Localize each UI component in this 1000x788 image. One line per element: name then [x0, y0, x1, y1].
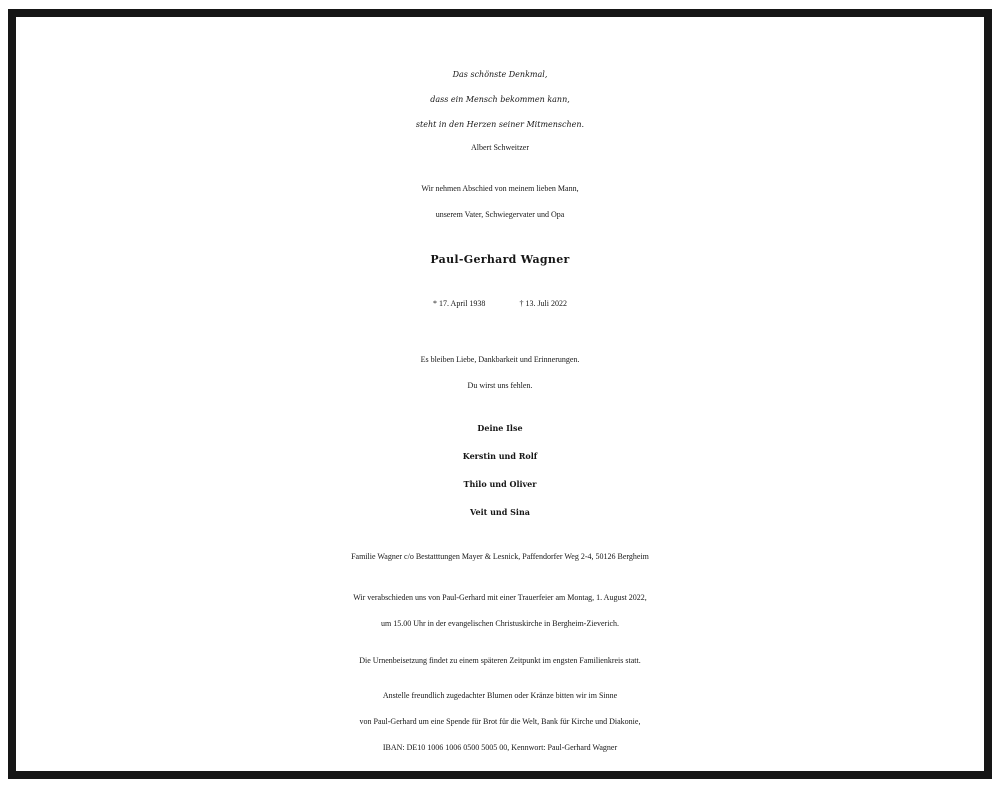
mourner-name: Thilo und Oliver: [463, 479, 537, 489]
obituary-frame: [8, 9, 992, 779]
quote-line-1: Das schönste Denkmal,: [452, 70, 548, 79]
intro-line-1: Wir nehmen Abschied von meinem lieben Mann,: [421, 184, 579, 193]
mourner-name: Kerstin und Rolf: [462, 451, 538, 461]
life-dates: [16, 291, 984, 317]
donation-line-1: Anstelle freundlich zugedachter Blumen oder Kränze bitten wir im Sinne: [382, 691, 618, 700]
farewell-line-1: Es bleiben Liebe, Dankbarkeit und Erinnerungen.: [420, 355, 580, 364]
obituary-content: [16, 17, 984, 771]
mourner-name: Veit und Sina: [470, 507, 530, 517]
family-address: Familie Wagner c/o Bestatttungen Mayer & Lesnick, Paffendorfer Weg 2-4, 50126 Bergheim: [351, 552, 649, 561]
death-date: † 13. Juli 2022: [519, 299, 567, 308]
quote-line-3: steht in den Herzen seiner Mitmenschen.: [415, 120, 585, 129]
burial-notice: Die Urnenbeisetzung findet zu einem späteren Zeitpunkt im engsten Familienkreis statt.: [359, 656, 641, 665]
quote-author: Albert Schweitzer: [471, 143, 529, 152]
farewell-line-2: Du wirst uns fehlen.: [467, 381, 533, 390]
donation-line-3: IBAN: DE10 1006 1006 0500 5005 00, Kennwort: Paul-Gerhard Wagner: [382, 743, 618, 752]
ceremony-line-1: Wir verabschieden uns von Paul-Gerhard mit einer Trauerfeier am Montag, 1. August 2022,: [353, 593, 647, 602]
intro-line-2: unserem Vater, Schwiegervater und Opa: [435, 210, 565, 219]
deceased-name: Paul-Gerhard Wagner: [430, 253, 570, 266]
mourner-name: Deine Ilse: [477, 423, 523, 433]
quote-line-2: dass ein Mensch bekommen kann,: [430, 95, 570, 104]
donation-line-2: von Paul-Gerhard um eine Spende für Brot für die Welt, Bank für Kirche und Diakonie,: [359, 717, 641, 726]
ceremony-line-2: um 15.00 Uhr in der evangelischen Christuskirche in Bergheim-Zieverich.: [380, 619, 619, 628]
birth-date: * 17. April 1938: [432, 299, 486, 308]
